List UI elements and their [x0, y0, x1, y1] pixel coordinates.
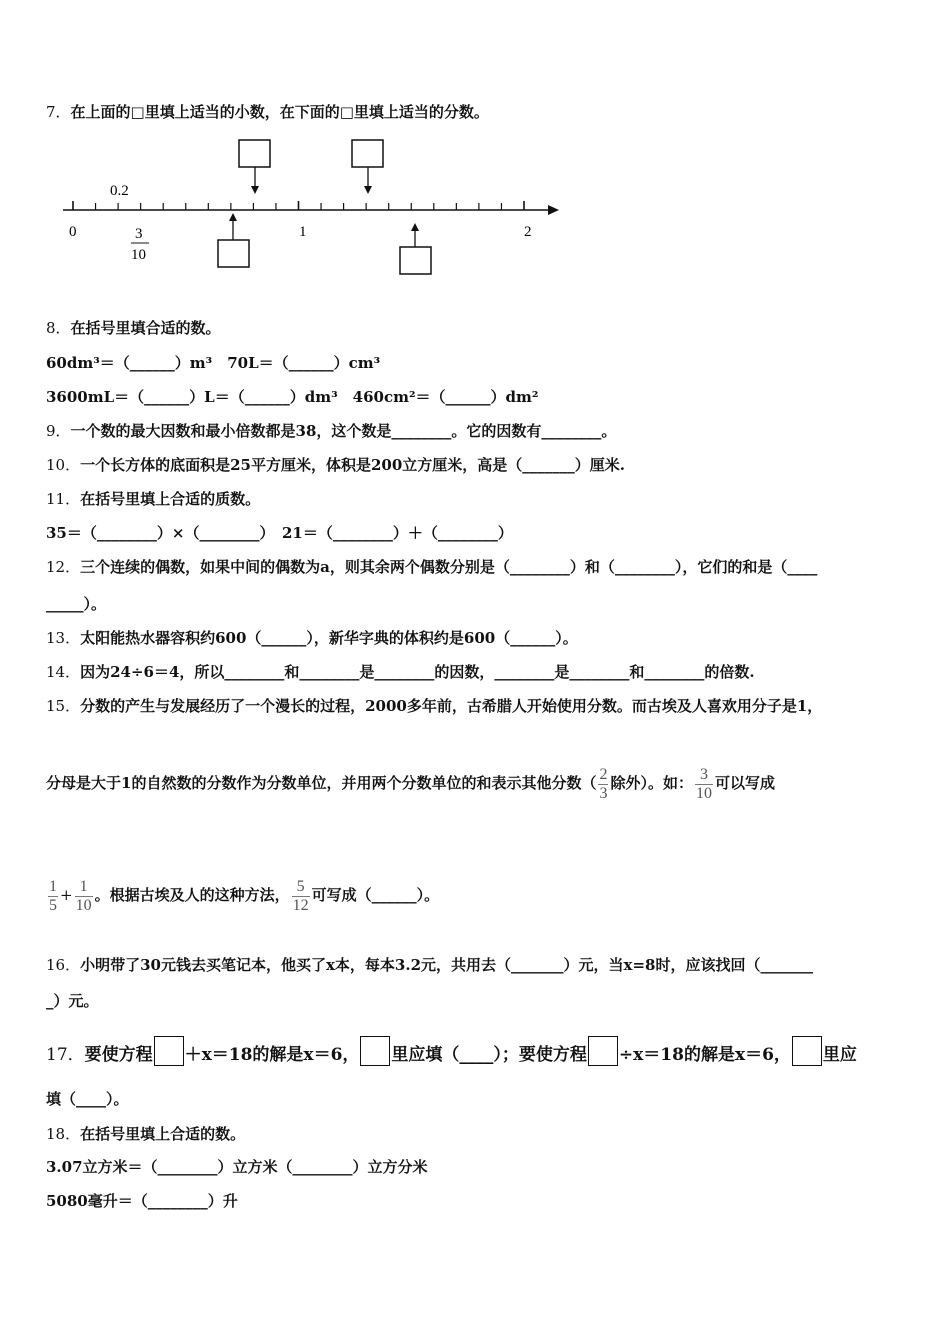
question-18-line-1: 3.07立方米＝（________）立方米（________）立方分米 [46, 1158, 428, 1176]
question-10-text: 一个长方体的底面积是25平方厘米，体积是200立方厘米，高是（_______）厘米. [80, 456, 626, 474]
answer-box-bottom-2[interactable] [400, 247, 431, 274]
question-18-text: 在括号里填上合适的数。 [80, 1125, 246, 1143]
blank-box-4[interactable] [792, 1036, 822, 1066]
question-7-title [46, 102, 489, 122]
blank-box-2[interactable] [360, 1036, 390, 1066]
fraction-denominator: 10 [75, 896, 92, 914]
question-18-number: 18． [46, 1125, 81, 1143]
question-12 [46, 557, 817, 577]
axis-arrow-icon [548, 205, 559, 215]
axis-fraction-denominator: 10 [131, 247, 146, 263]
fraction-2-3 [598, 766, 608, 803]
axis-label-2: 2 [524, 224, 532, 240]
question-16-continuation: _）元。 [46, 992, 99, 1010]
question-7-text: 在上面的□里填上适当的小数，在下面的□里填上适当的分数。 [70, 103, 489, 121]
axis-label-0: 0 [69, 224, 77, 240]
question-17-text-b: ＋x＝18的解是x＝6， [184, 1045, 360, 1065]
question-15-text-2b: 除外）。如： [610, 774, 693, 792]
question-8-number: 8． [46, 319, 71, 337]
fraction-denominator: 3 [599, 784, 608, 802]
question-10 [46, 455, 625, 475]
fraction-5-12 [292, 878, 310, 915]
question-15-text-2a: 分母是大于1的自然数的分数作为分数单位，并用两个分数单位的和表示其他分数（ [46, 774, 597, 792]
question-13 [46, 628, 578, 648]
question-11-line-1: 35＝（________）×（________） 21＝（________）＋（________） [46, 524, 513, 542]
question-15-text: 分数的产生与发展经历了一个漫长的过程，2000多年前，古希腊人开始使用分数。而古埃及人喜欢用分子是1， [80, 697, 823, 715]
blank-box-3[interactable] [588, 1036, 618, 1066]
question-10-number: 10． [46, 456, 81, 474]
question-11-number: 11． [46, 490, 81, 508]
fraction-numerator: 1 [49, 877, 57, 895]
fraction-numerator: 2 [599, 765, 608, 783]
fraction-numerator: 1 [75, 878, 93, 897]
fraction-1-10 [75, 878, 93, 915]
axis-fraction-numerator: 3 [135, 226, 143, 242]
question-14 [46, 662, 755, 682]
question-7-number: 7． [46, 103, 71, 121]
question-15-line-1 [46, 696, 822, 716]
fraction-1-5 [48, 878, 58, 915]
question-15-text-3a: 。根据古埃及人的这种方法， [94, 886, 290, 904]
question-8-line-1: 60dm³＝（______）m³ 70L＝（______）cm³ [46, 354, 381, 372]
plus-sign: + [60, 886, 73, 904]
question-8-title [46, 318, 221, 338]
question-14-text: 因为24÷6＝4，所以________和________是________的因数，________是________和________的倍数. [80, 663, 755, 681]
axis-label-0.2: 0.2 [110, 183, 129, 199]
question-18-title [46, 1124, 245, 1144]
question-9-text: 一个数的最大因数和最小倍数都是38，这个数是________。它的因数有________。 [70, 422, 617, 440]
fraction-numerator: 5 [292, 878, 310, 897]
axis-ticks [73, 201, 524, 210]
arrowhead-up-1 [229, 213, 237, 221]
question-12-text: 三个连续的偶数，如果中间的偶数为a，则其余两个偶数分别是（________）和（________），它们的和是（____ [80, 558, 818, 576]
question-14-number: 14． [46, 663, 81, 681]
question-17-text-c: 里应填（____）；要使方程 [391, 1045, 587, 1065]
question-15-line-3 [46, 876, 439, 915]
number-line-diagram [55, 132, 575, 277]
fraction-denominator: 10 [695, 784, 712, 802]
arrowhead-down-1 [251, 186, 259, 194]
question-16-text: 小明带了30元钱去买笔记本，他买了x本，每本3.2元，共用去（_______）元，当x=8时，应该找回（_______ [80, 956, 813, 974]
question-11-title [46, 489, 260, 509]
fraction-numerator: 3 [695, 766, 713, 785]
question-17-text-e: 里应 [822, 1045, 857, 1065]
question-17-text-a: 要使方程 [84, 1045, 153, 1065]
question-8-line-2: 3600mL＝（______）L＝（______）dm³ 460cm²＝（______）dm² [46, 388, 539, 406]
question-18-line-2: 5080毫升＝（________）升 [46, 1192, 238, 1210]
question-12-number: 12． [46, 558, 81, 576]
fraction-denominator: 5 [49, 896, 57, 914]
question-15-text-3b: 可写成（______）。 [311, 886, 440, 904]
fraction-denominator: 12 [292, 896, 309, 914]
question-17-continuation: 填（____）。 [46, 1090, 129, 1108]
question-15-line-2 [46, 764, 775, 803]
question-8-text: 在括号里填合适的数。 [70, 319, 221, 337]
question-9-number: 9． [46, 422, 71, 440]
question-17-number: 17． [46, 1045, 85, 1065]
question-17-text-d: ÷x＝18的解是x＝6， [618, 1045, 791, 1065]
question-15-number: 15． [46, 697, 81, 715]
question-13-text: 太阳能热水器容积约600（______），新华字典的体积约是600（______）。 [80, 629, 578, 647]
question-11-text: 在括号里填上合适的质数。 [80, 490, 261, 508]
question-12-continuation: _____）。 [46, 595, 107, 613]
question-15-text-2c: 可以写成 [714, 774, 775, 792]
blank-box-1[interactable] [154, 1036, 184, 1066]
axis-label-1: 1 [299, 224, 307, 240]
question-16 [46, 955, 813, 975]
question-16-number: 16． [46, 956, 81, 974]
question-17 [46, 1036, 857, 1069]
answer-box-top-1[interactable] [239, 140, 270, 167]
answer-box-bottom-1[interactable] [218, 240, 249, 267]
answer-box-top-2[interactable] [352, 140, 383, 167]
arrowhead-up-2 [411, 223, 419, 231]
arrowhead-down-2 [364, 186, 372, 194]
fraction-3-10 [695, 766, 713, 803]
question-13-number: 13． [46, 629, 81, 647]
question-9 [46, 421, 616, 441]
